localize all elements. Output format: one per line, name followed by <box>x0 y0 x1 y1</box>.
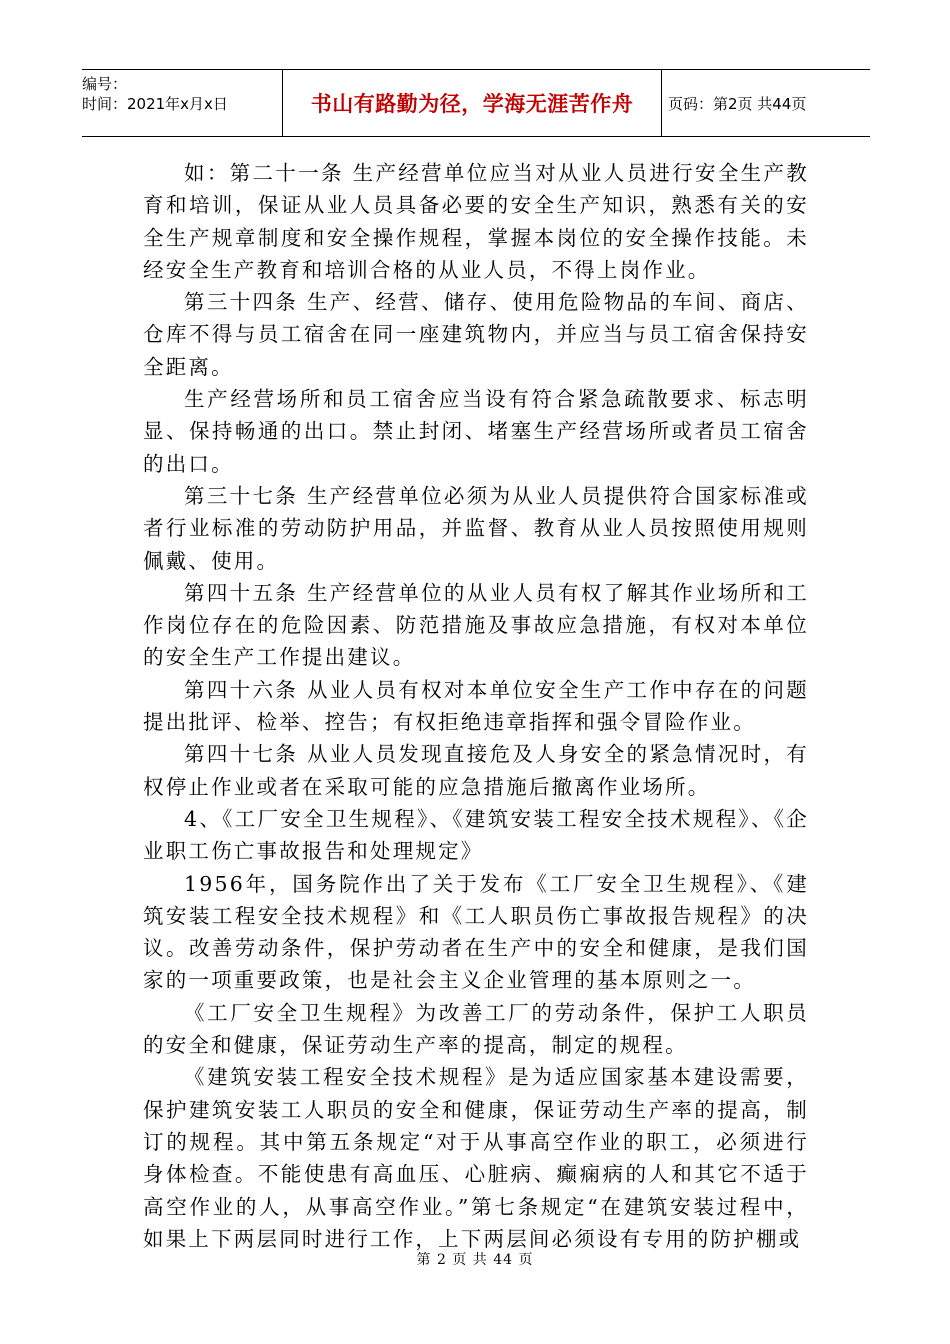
document-body <box>143 157 809 1255</box>
paragraph: 《工厂安全卫生规程》为改善工厂的劳动条件，保护工人职员的安全和健康，保证劳动生产率的提高，制定的规程。 <box>143 1000 809 1058</box>
paragraph: 如：第二十一条 生产经营单位应当对从业人员进行安全生产教育和培训，保证从业人员具备必要的安全生产知识，熟悉有关的安全生产规章制度和安全操作规程，掌握本岗位的安全操作技能。未经安全生产教育和培训合格的从业人员，不得上岗作业。 <box>143 161 809 282</box>
document-number-label: 编号： <box>82 75 128 93</box>
header-meta <box>82 70 282 136</box>
page-header <box>82 69 870 137</box>
header-page-info: 页码：第2页 共44页 <box>668 94 807 113</box>
page-footer: 第 2 页 共 44 页 <box>416 1252 534 1268</box>
paragraph: 生产经营场所和员工宿舍应当设有符合紧急疏散要求、标志明显、保持畅通的出口。禁止封闭、堵塞生产经营场所或者员工宿舍的出口。 <box>143 387 809 476</box>
paragraph: 第四十七条 从业人员发现直接危及人身安全的紧急情况时，有权停止作业或者在采取可能的应急措施后撤离作业场所。 <box>143 742 809 799</box>
header-motto: 书山有路勤为径，学海无涯苦作舟 <box>282 70 662 136</box>
document-time-label: 时间：2021年x月x日 <box>82 95 228 113</box>
paragraph: 第四十五条 生产经营单位的从业人员有权了解其作业场所和工作岗位存在的危险因素、防范措施及事故应急措施，有权对本单位的安全生产工作提出建议。 <box>143 580 809 670</box>
paragraph: 1956年，国务院作出了关于发布《工厂安全卫生规程》、《建筑安装工程安全技术规程》和《工人职员伤亡事故报告规程》的决议。改善劳动条件，保护劳动者在生产中的安全和健康，是我们国家的一项重要政策，也是社会主义企业管理的基本原则之一。 <box>143 871 809 993</box>
paragraph: 第三十七条 生产经营单位必须为从业人员提供符合国家标准或者行业标准的劳动防护用品，并监督、教育从业人员按照使用规则佩戴、使用。 <box>143 483 809 573</box>
paragraph: 4、《工厂安全卫生规程》、《建筑安装工程安全技术规程》、《企业职工伤亡事故报告和处理规定》 <box>143 806 809 864</box>
paragraph: 第四十六条 从业人员有权对本单位安全生产工作中存在的问题提出批评、检举、控告；有权拒绝违章指挥和强令冒险作业。 <box>143 677 809 735</box>
paragraph: 《建筑安装工程安全技术规程》是为适应国家基本建设需要，保护建筑安装工人职员的安全和健康，保证劳动生产率的提高，制订的规程。其中第五条规定“对于从事高空作业的职工，必须进行身体检查。不能使患有高血压、心脏病、癫痫病的人和其它不适于高空作业的人，从事高空作业。”第七条规定“在建筑安装过程中，如果上下两层同时进行工作，上下两层间必须设有专用的防护棚或 <box>143 1065 809 1251</box>
paragraph: 第三十四条 生产、经营、储存、使用危险物品的车间、商店、仓库不得与员工宿舍在同一座建筑物内，并应当与员工宿舍保持安全距离。 <box>143 290 809 379</box>
